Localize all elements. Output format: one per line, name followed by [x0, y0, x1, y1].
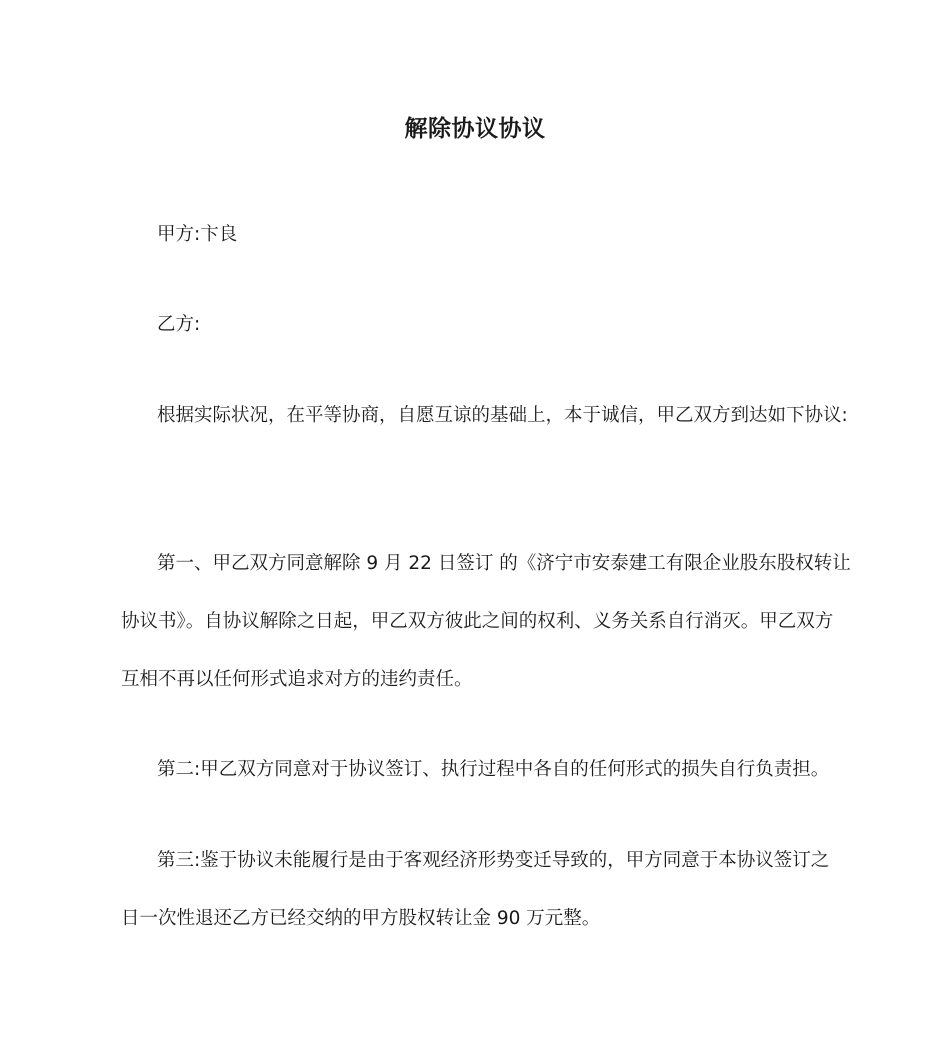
document-title: 解除协议协议	[404, 116, 546, 142]
clause-1-line-3: 互相不再以任何形式追求对方的违约责任。	[121, 669, 473, 690]
clause-3-line-2: 日一次性退还乙方已经交纳的甲方股权转让金 90 万元整。	[121, 908, 601, 929]
party-a-line: 甲方:卞良	[157, 224, 238, 245]
clause-3-line-1: 第三:鉴于协议未能履行是由于客观经济形势变迁导致的，甲方同意于本协议签订之	[157, 850, 830, 871]
clause-1-line-2: 协议书》。自协议解除之日起，甲乙双方彼此之间的权利、义务关系自行消灭。甲乙双方	[121, 611, 834, 632]
preamble-paragraph: 根据实际状况，在平等协商，自愿互谅的基础上，本于诚信，甲乙双方到达如下协议:	[157, 405, 848, 426]
clause-2-line-1: 第二:甲乙双方同意对于协议签订、执行过程中各自的任何形式的损失自行负责担。	[157, 759, 830, 780]
party-b-line: 乙方:	[157, 314, 201, 335]
clause-1-line-1: 第一、甲乙双方同意解除 9 月 22 日签订 的《济宁市安泰建工有限企业股东股权转让	[157, 553, 851, 574]
